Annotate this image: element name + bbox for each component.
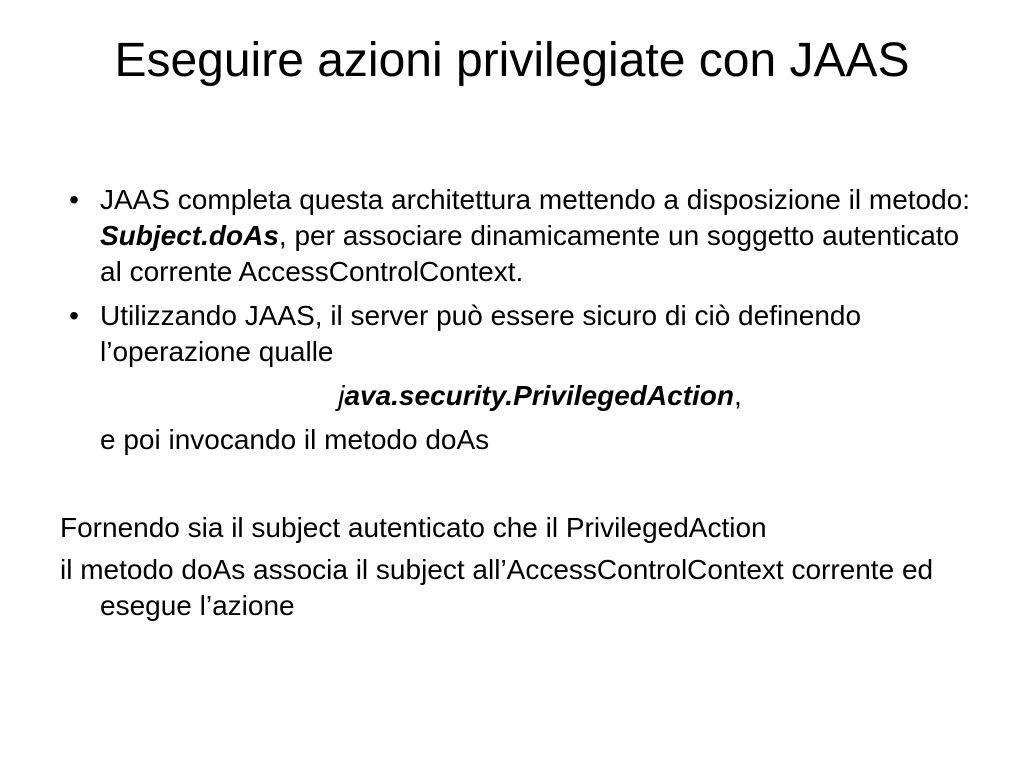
slide-body xyxy=(60,182,980,624)
class-name-prefix: j xyxy=(338,380,345,411)
bullet-text-continued: , per associare dinamicamente un soggetto autenticato al corrente AccessControlContext. xyxy=(100,220,960,287)
class-name-line xyxy=(60,378,980,414)
bullet-text: JAAS completa questa architettura mettendo a disposizione il metodo: xyxy=(100,184,971,215)
bullet-item xyxy=(60,298,980,370)
paragraph-2: il metodo doAs associa il subject all’AccessControlContext corrente ed esegue l’azione xyxy=(60,554,934,621)
bullet-symbol: • xyxy=(69,300,79,331)
bullet-text: Utilizzando JAAS, il server può essere sicuro di ciò definendo l’operazione qualle xyxy=(100,300,862,367)
class-name-suffix: , xyxy=(734,380,742,411)
continuation-text: e poi invocando il metodo doAs xyxy=(100,424,490,455)
bullet-item xyxy=(60,182,980,290)
bullet-symbol: • xyxy=(69,184,79,215)
method-name: Subject.doAs xyxy=(100,220,279,251)
slide-title: Eseguire azioni privilegiate con JAAS xyxy=(114,34,910,87)
paragraph-1: Fornendo sia il subject autenticato che il PrivilegedAction xyxy=(60,512,767,543)
class-name: ava.security.PrivilegedAction xyxy=(344,380,735,411)
